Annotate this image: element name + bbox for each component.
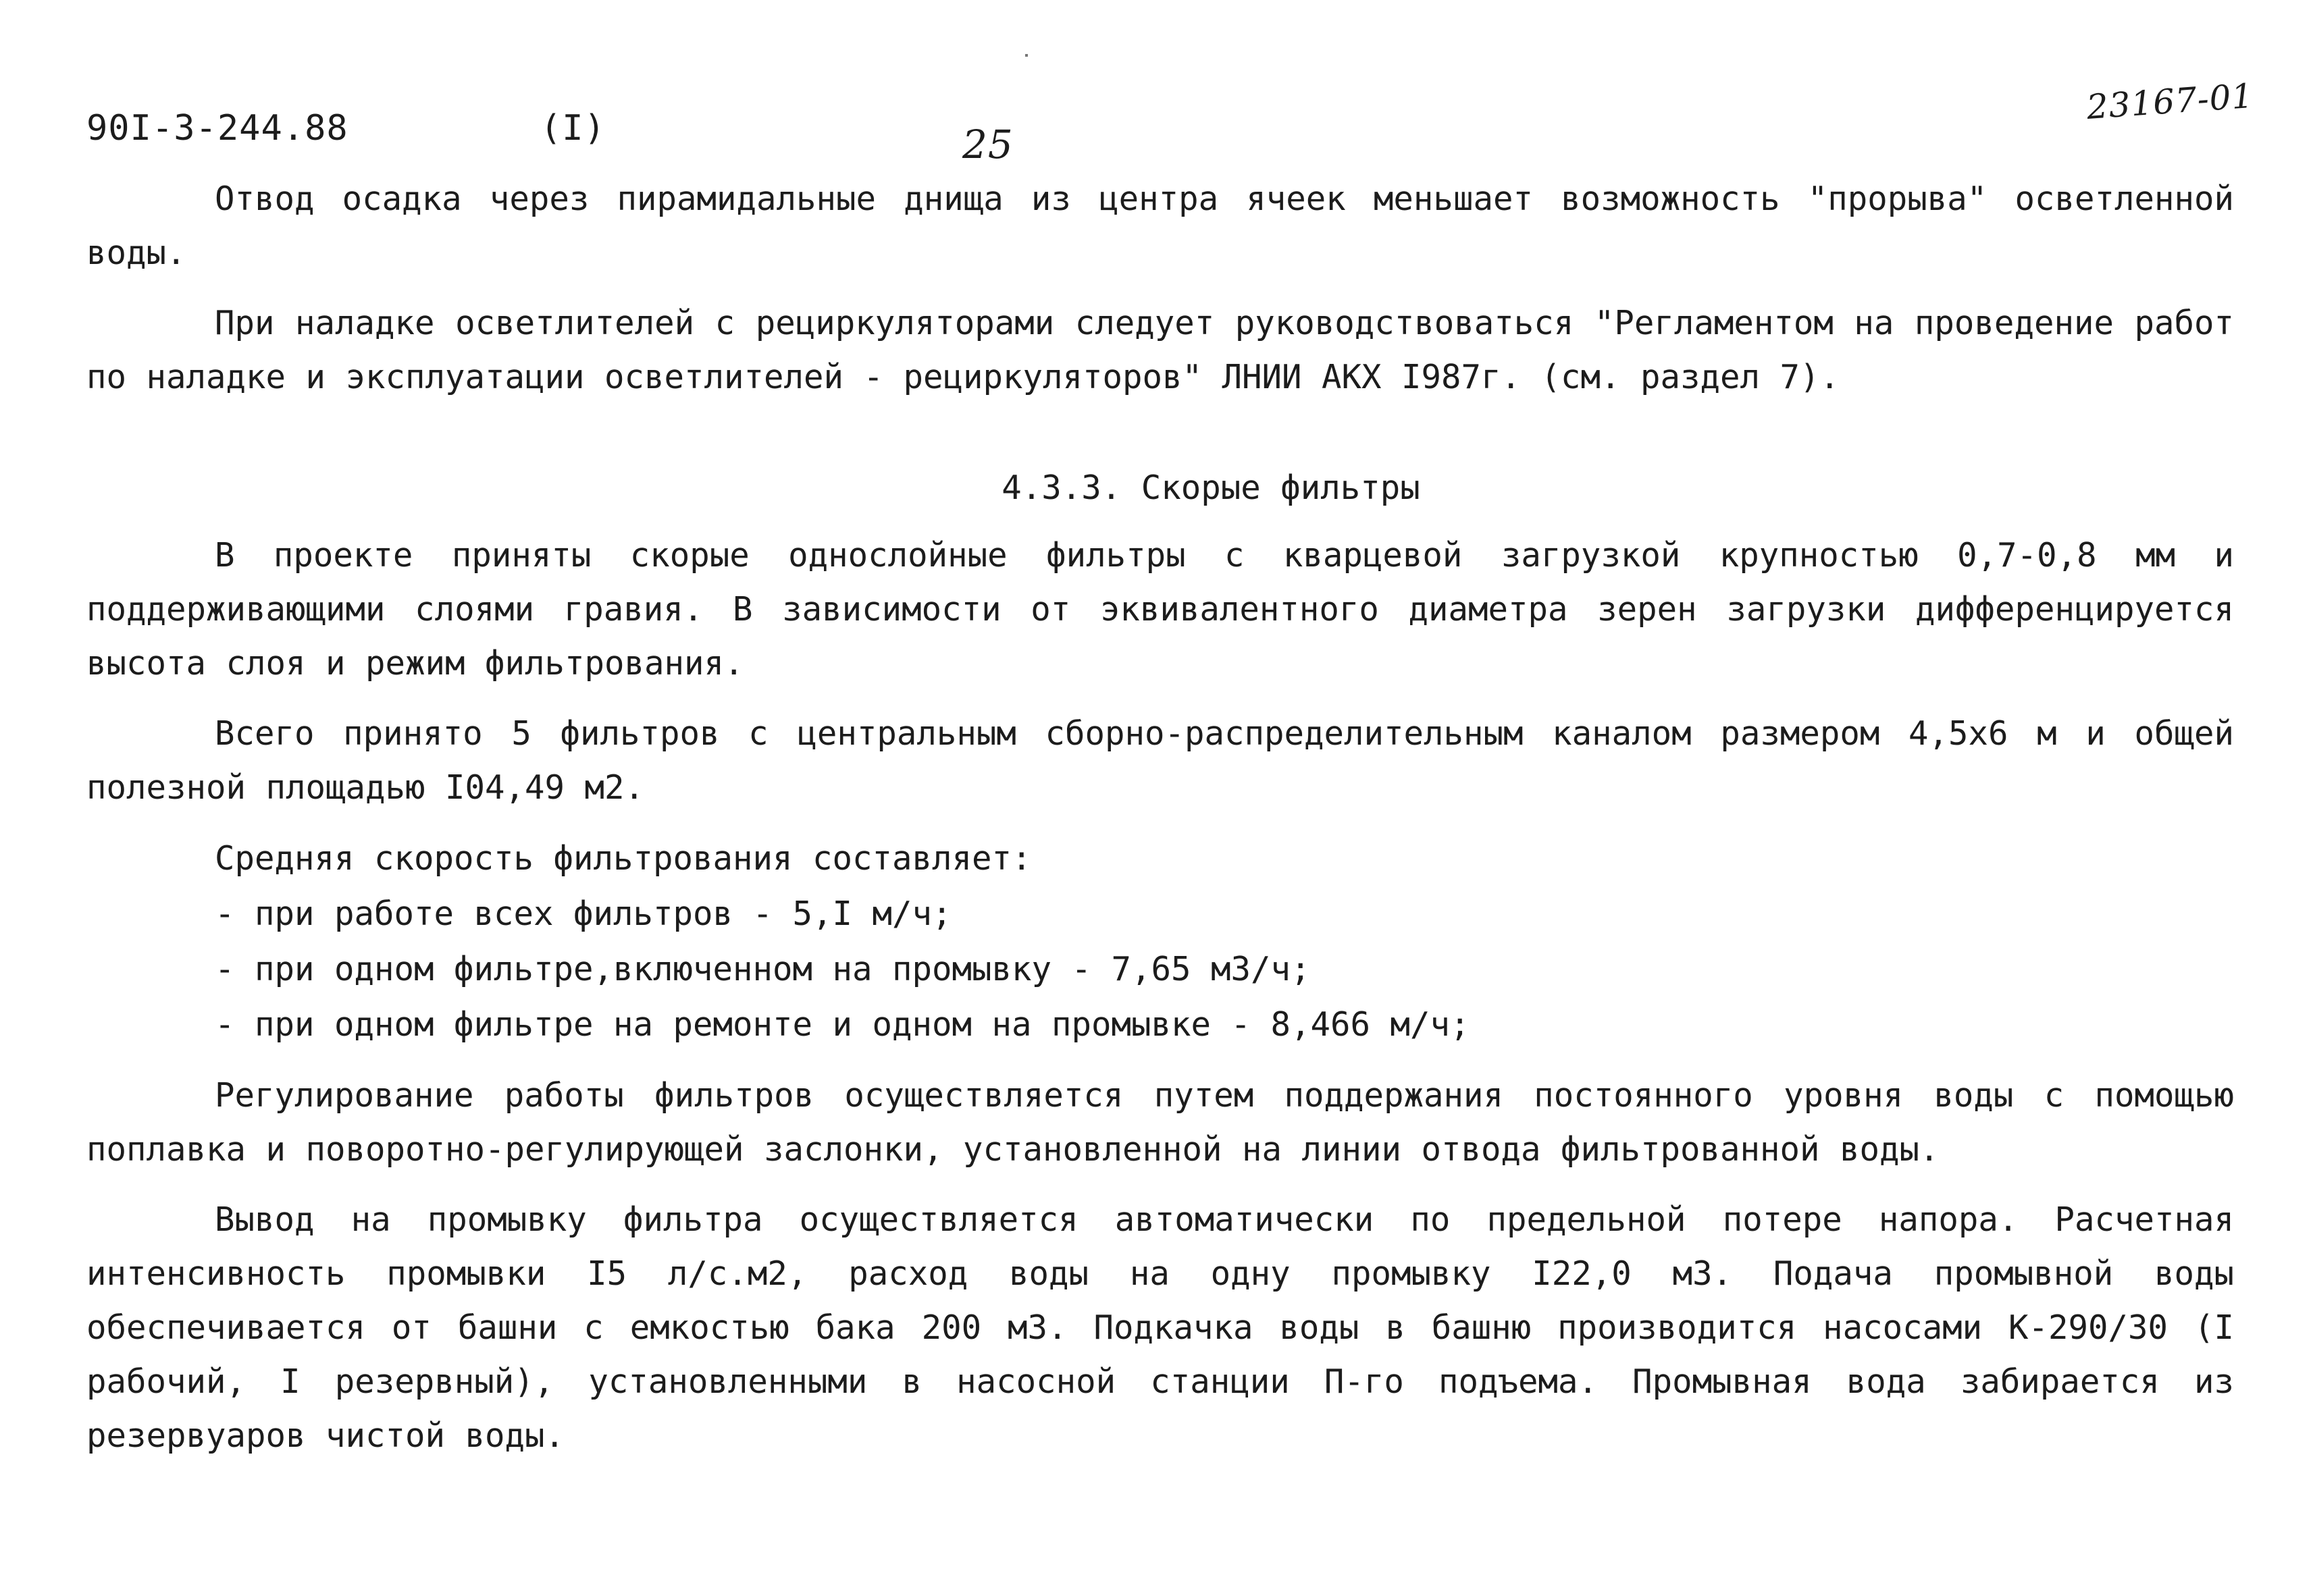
speed-list-intro: Средняя скорость фильтрования составляет: [215, 839, 1032, 878]
document-code: 90I-3-244.88 [86, 108, 348, 149]
paragraph-backwash: Вывод на промывку фильтра осуществляется автоматически по предельной потере напора. Расчетная интенсивность промывки I5 л/с.м2, расход воды на одну промывку I22,0 м3. Подача промывной воды обеспечивается от башни с емкостью бака 200 м3. Подкачка воды в башню производится насосами К-290/30 (I рабочий, I резервный), установленными в насосной станции П-го подъема. Промывная вода забирается из резервуаров чистой воды. [86, 1200, 2234, 1455]
speed-list [86, 831, 2234, 1053]
list-item: - при работе всех фильтров - 5,I м/ч; [215, 895, 952, 933]
section-number: (I) [540, 108, 606, 149]
paragraph-filters: В проекте приняты скорые однослойные фильтры с кварцевой загрузкой крупностью 0,7-0,8 мм и поддерживающими слоями гравия. В зависимости от эквивалентного диаметра зерен загрузки дифференцируется высота слоя и режим фильтрования. [86, 536, 2234, 683]
page-number: 25 [962, 122, 1014, 167]
list-item: - при одном фильтре на ремонте и одном на промывке - 8,466 м/ч; [215, 1005, 1470, 1044]
section-heading: 4.3.3. Скорые фильтры [1002, 469, 1420, 507]
paragraph-regulation: Регулирование работы фильтров осуществляется путем поддержания постоянного уровня воды с помощью поплавка и поворотно-регулирующей заслонки, установленной на линии отвода фильтрованной воды. [86, 1076, 2234, 1169]
scan-mark [1025, 54, 1028, 57]
inventory-number: 23167-01 [2085, 76, 2255, 127]
document-body [86, 172, 2234, 1479]
list-item: - при одном фильтре,включенном на промывку - 7,65 м3/ч; [215, 950, 1311, 988]
paragraph-sediment: Отвод осадка через пирамидальные днища из центра ячеек меньшает возможность "прорыва" осветленной воды. [86, 180, 2234, 272]
paragraph-filter-count: Всего принято 5 фильтров с центральным сборно-распределительным каналом размером 4,5х6 м и общей полезной площадью I04,49 м2. [86, 714, 2234, 807]
paragraph-adjustment: При наладке осветлителей с рециркуляторами следует руководствоваться "Регламентом на проведение работ по наладке и эксплуатации осветлителей - рециркуляторов" ЛНИИ АКХ I987г. (см. раздел 7). [86, 304, 2234, 396]
